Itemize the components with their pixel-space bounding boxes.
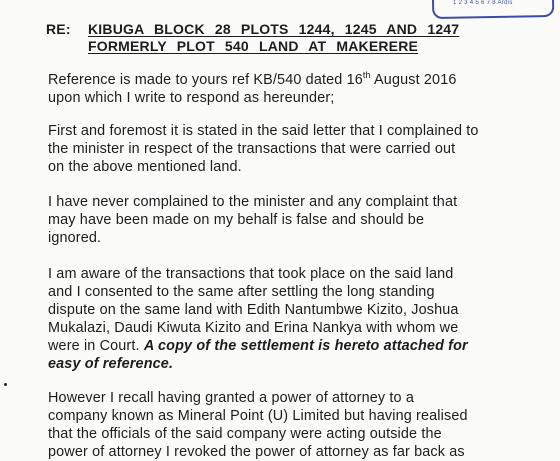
emphasis-text: A copy of the settlement is hereto attached for [143,338,468,354]
paragraph-complaint-statement [48,122,478,176]
paragraph-line: may have been made on my behalf is false and should be [48,212,425,228]
text-run: were in Court. [48,338,144,354]
paragraph-line: company known as Mineral Point (U) Limited but having realised [48,408,468,424]
paragraph-line [48,337,478,355]
paragraph-line: upon which I write to respond as hereunder; [48,90,335,106]
paragraph-line: and I consented to the same after settling the long standing [48,284,435,300]
paragraph-line [48,71,478,89]
paragraph-line: the minister in respect of the transactions that were carried out [48,141,456,157]
paragraph-line: that the officials of the said company were acting outside the [48,426,442,442]
paragraph-reference [48,71,478,107]
paragraph-line: First and foremost it is stated in the said letter that I complained to [48,123,479,139]
stamp-text: 1 2 3 4 5 6 7 8 Ardis [453,0,513,6]
paragraph-denial [48,193,478,247]
text-run: August 2016 [370,72,457,88]
ordinal-suffix: th [362,70,371,81]
paragraph-transactions [48,265,478,373]
subject-line-1: KIBUGA BLOCK 28 PLOTS 1244, 1245 AND 1247 [88,21,460,37]
paragraph-line: However I recall having granted a power of attorney to a [48,390,414,406]
paragraph-line: power of attorney I revoked the power of attorney as far back as [48,444,465,460]
paragraph-line: Mukalazi, Daudi Kiwuta Kizito and Erina Nankya with whom we [48,320,459,336]
subject-line-2: FORMERLY PLOT 540 LAND AT MAKERERE [88,38,419,54]
paragraph-line: I have never complained to the minister and any complaint that [48,194,458,210]
paragraph-power-of-attorney [48,389,478,461]
paragraph-line: on the above mentioned land. [48,159,242,175]
paragraph-line: dispute on the same land with Edith Nantumbwe Kizito, Joshua [48,302,459,318]
text-run: Reference is made to yours ref KB/540 dated 16 [48,72,363,88]
subject-label: RE: [46,21,71,37]
emphasis-text: easy of reference. [48,356,174,372]
paragraph-line: I am aware of the transactions that took place on the said land [48,266,454,282]
paragraph-line: ignored. [48,230,102,246]
margin-dot [4,383,7,386]
